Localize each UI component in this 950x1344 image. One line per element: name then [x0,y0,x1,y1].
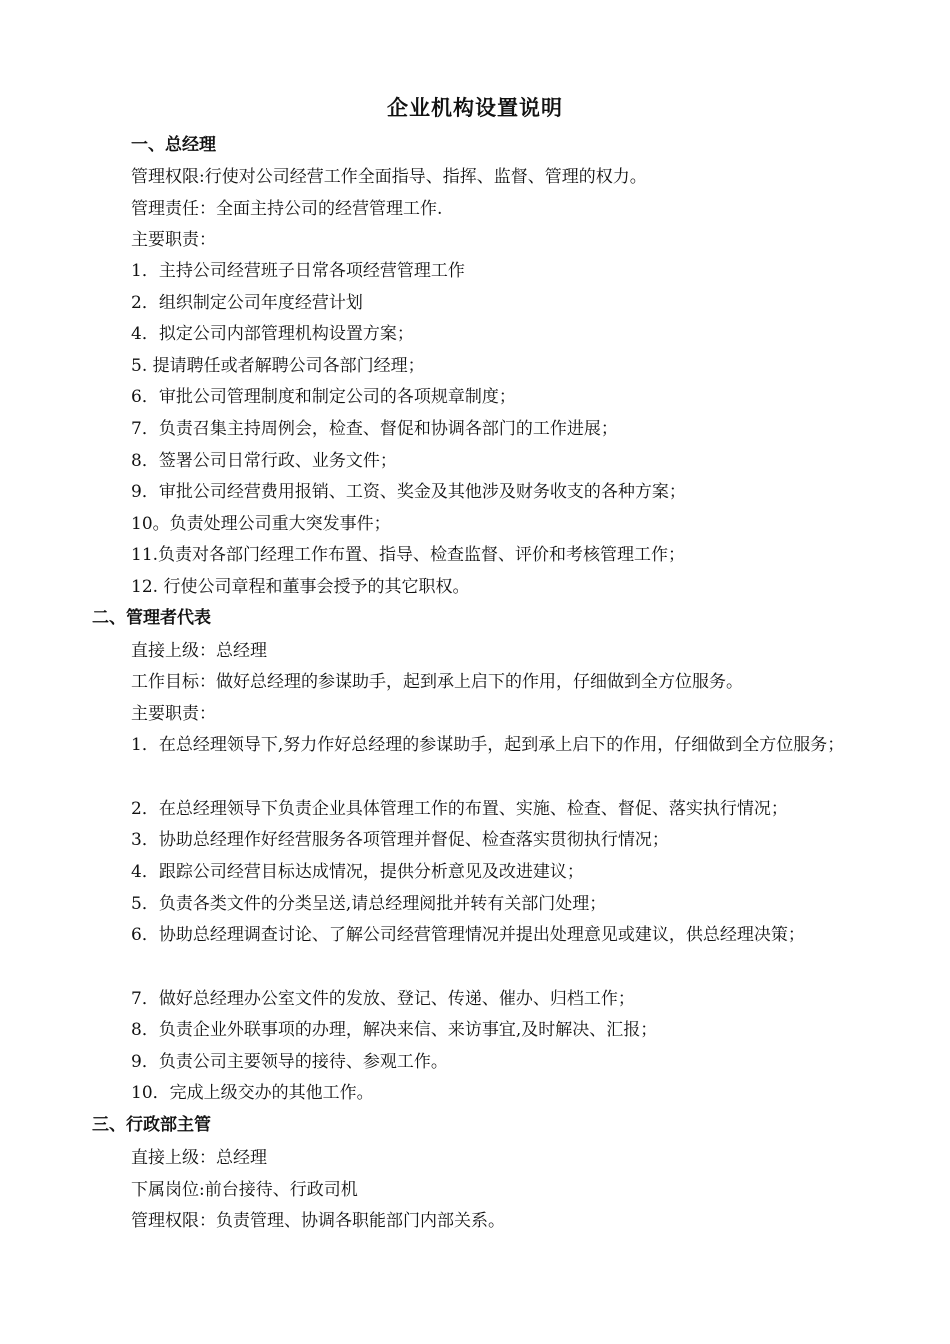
gm-duty-item: 5. 提请聘任或者解聘公司各部门经理； [131,356,425,376]
document-title: 企业机构设置说明 [387,96,563,120]
gm-duty-item: 7．负责召集主持周例会，检查、督促和协调各部门的工作进展； [131,419,618,439]
gm-duty-item: 4．拟定公司内部管理机构设置方案； [131,324,414,344]
mr-duty-item: 1．在总经理领导下,努力作好总经理的参谋助手，起到承上启下的作用，仔细做到全方位服务； [131,735,845,755]
gm-duty-item: 9．审批公司经营费用报销、工资、奖金及其他涉及财务收支的各种方案； [131,482,686,502]
gm-duty-item: 8．签署公司日常行政、业务文件； [131,451,397,471]
mr-duty-item: 9．负责公司主要领导的接待、参观工作。 [131,1052,448,1072]
gm-duty-item: 1．主持公司经营班子日常各项经营管理工作 [131,261,465,281]
section-heading-management-representative: 二、管理者代表 [92,608,211,628]
gm-duty-item: 2．组织制定公司年度经营计划 [131,293,363,313]
mr-goal: 工作目标：做好总经理的参谋助手，起到承上启下的作用，仔细做到全方位服务。 [131,672,743,692]
mr-duties-label: 主要职责： [131,704,216,724]
gm-duty-item: 11.负责对各部门经理工作布置、指导、检查监督、评价和考核管理工作； [131,545,686,565]
gm-authority: 管理权限:行使对公司经营工作全面指导、指挥、监督、管理的权力。 [131,167,647,187]
gm-responsibility: 管理责任：全面主持公司的经营管理工作. [131,199,443,219]
mr-duty-item: 3．协助总经理作好经营服务各项管理并督促、检查落实贯彻执行情况； [131,830,669,850]
gm-duty-item: 6．审批公司管理制度和制定公司的各项规章制度； [131,387,516,407]
admin-subordinates: 下属岗位:前台接待、行政司机 [131,1180,358,1200]
gm-duty-item: 12. 行使公司章程和董事会授予的其它职权。 [131,577,470,597]
admin-superior: 直接上级：总经理 [131,1148,267,1168]
mr-superior: 直接上级：总经理 [131,641,267,661]
mr-duty-item: 7．做好总经理办公室文件的发放、登记、传递、催办、归档工作； [131,989,635,1009]
mr-duty-item: 5．负责各类文件的分类呈送,请总经理阅批并转有关部门处理； [131,894,607,914]
section-heading-admin-supervisor: 三、行政部主管 [92,1115,211,1135]
gm-duty-item: 10。负责处理公司重大突发事件； [131,514,391,534]
mr-duty-item: 10．完成上级交办的其他工作。 [131,1083,374,1103]
section-heading-general-manager: 一、总经理 [131,135,216,155]
mr-duty-item: 6．协助总经理调查讨论、了解公司经营管理情况并提出处理意见或建议，供总经理决策； [131,925,805,945]
gm-duties-label: 主要职责： [131,230,216,250]
admin-authority: 管理权限：负责管理、协调各职能部门内部关系。 [131,1211,505,1231]
mr-duty-item: 2．在总经理领导下负责企业具体管理工作的布置、实施、检查、督促、落实执行情况； [131,799,788,819]
mr-duty-item: 4．跟踪公司经营目标达成情况，提供分析意见及改进建议； [131,862,584,882]
mr-duty-item: 8．负责企业外联事项的办理，解决来信、来访事宜,及时解决、汇报； [131,1020,658,1040]
